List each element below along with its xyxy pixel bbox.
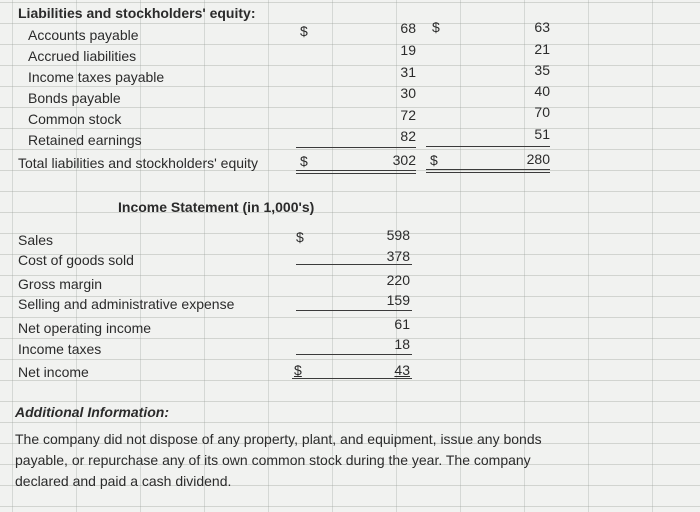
cell-value[interactable]: 220: [386, 272, 410, 288]
currency-symbol: $: [296, 229, 304, 245]
additional-text: The company did not dispose of any property, plant, and equipment, issue any bonds payable, or repurchase any of its own common stock during the year. The company declared and paid a cash dividend.: [15, 431, 542, 489]
cell-value[interactable]: 63: [534, 19, 550, 35]
row-label-income-taxes-payable: Income taxes payable: [28, 69, 165, 85]
is-label-selling-admin: Selling and administrative expense: [18, 296, 235, 312]
row-label-accrued-liabilities: Accrued liabilities: [28, 48, 137, 64]
is-label-income-taxes: Income taxes: [18, 341, 102, 357]
double-rule: [296, 170, 416, 174]
row-label-retained-earnings: Retained earnings: [28, 132, 142, 148]
cell-value[interactable]: 70: [534, 104, 550, 120]
sum-rule: [296, 264, 412, 265]
liabilities-header: Liabilities and stockholders' equity:: [18, 5, 256, 21]
row-label-bonds-payable: Bonds payable: [28, 90, 121, 106]
is-label-net-income: Net income: [18, 364, 89, 380]
sum-rule: [296, 354, 412, 355]
cell-value[interactable]: 72: [400, 107, 416, 123]
cell-value[interactable]: 378: [386, 248, 410, 264]
cell-value[interactable]: 31: [400, 64, 416, 80]
sum-rule: [426, 146, 550, 147]
currency-symbol: $: [430, 152, 438, 168]
additional-heading: Additional Information:: [15, 404, 169, 420]
cell-value[interactable]: 159: [386, 292, 410, 308]
currency-symbol: $: [300, 153, 308, 169]
cell-value[interactable]: 61: [394, 316, 410, 332]
cell-value[interactable]: 35: [534, 62, 550, 78]
cell-value[interactable]: 598: [386, 227, 410, 243]
currency-symbol: $: [294, 362, 302, 378]
is-label-sales: Sales: [18, 232, 54, 248]
cell-value[interactable]: 30: [400, 85, 416, 101]
sum-rule: [296, 310, 412, 311]
cell-value[interactable]: 18: [394, 336, 410, 352]
is-label-gross-margin: Gross margin: [18, 276, 103, 292]
net-income-value[interactable]: 43: [394, 362, 410, 378]
total-liabilities-label: Total liabilities and stockholders' equity: [18, 155, 259, 171]
cell-value[interactable]: 19: [400, 42, 416, 58]
row-label-accounts-payable: Accounts payable: [28, 27, 139, 43]
cell-value[interactable]: 40: [534, 83, 550, 99]
cell-value[interactable]: 68: [400, 20, 416, 36]
currency-symbol: $: [300, 23, 308, 39]
row-label-common-stock: Common stock: [28, 111, 122, 127]
cell-value[interactable]: 82: [400, 128, 416, 144]
is-label-cogs: Cost of goods sold: [18, 252, 134, 268]
total-value[interactable]: 280: [526, 151, 550, 167]
double-rule: [292, 378, 412, 379]
is-label-net-operating-income: Net operating income: [18, 320, 152, 336]
currency-symbol: $: [432, 19, 440, 35]
cell-value[interactable]: 21: [534, 41, 550, 57]
income-statement-title: Income Statement (in 1,000's): [118, 199, 315, 215]
total-value[interactable]: 302: [392, 152, 416, 168]
sum-rule: [296, 147, 416, 148]
double-rule: [426, 169, 550, 173]
cell-value[interactable]: 51: [534, 126, 550, 142]
